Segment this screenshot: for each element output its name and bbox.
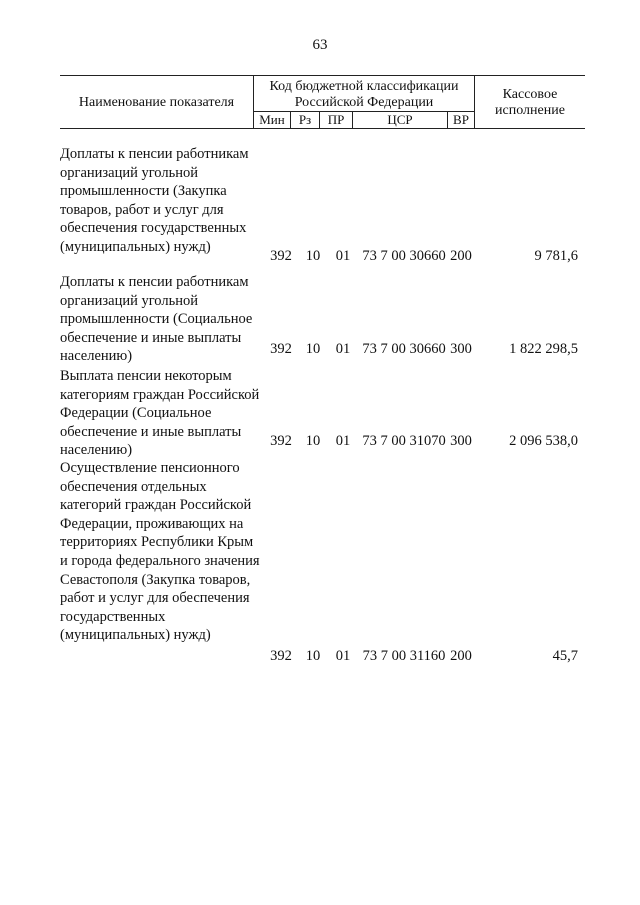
header-code-title-line2: Российской Федерации — [294, 95, 434, 110]
row-vr: 300 — [450, 433, 472, 450]
row-name: Доплаты к пенсии работникам организаций угольной промышленности (Социальное обеспечение и иные выплаты населению) — [60, 274, 253, 365]
header-bottom-border — [60, 128, 585, 129]
subheader-pr: ПР — [327, 112, 345, 127]
row-csr: 73 7 00 31160 — [362, 648, 446, 665]
table-row — [60, 273, 585, 365]
table-row — [60, 367, 585, 459]
subheader-rz: Рз — [298, 112, 312, 127]
header-amount-line2: исполнение — [495, 103, 565, 118]
row-rz: 10 — [305, 248, 321, 265]
subheader-csr: ЦСР — [387, 112, 413, 127]
row-csr: 73 7 00 30660 — [362, 248, 446, 265]
row-amount: 9 781,6 — [534, 248, 578, 265]
row-pr: 01 — [335, 648, 351, 665]
row-pr: 01 — [335, 433, 351, 450]
row-min: 392 — [270, 433, 292, 450]
row-min: 392 — [270, 248, 292, 265]
row-pr: 01 — [335, 248, 351, 265]
row-amount: 45,7 — [552, 648, 578, 665]
subheader-vr: ВР — [453, 112, 469, 127]
subheader-min: Мин — [259, 112, 285, 127]
row-rz: 10 — [305, 341, 321, 358]
header-code-title-line1: Код бюджетной классификации — [269, 79, 459, 94]
row-name: Выплата пенсии некоторым категориям граждан Российской Федерации (Социальное обеспечение и иные выплаты населению) — [60, 368, 260, 459]
header-amount-line1: Кассовое — [502, 87, 558, 102]
row-name: Осуществление пенсионного обеспечения отдельных категорий граждан Российской Федерации, проживающих на территориях Республики Крым и города федерального значения Севастополя (Закупка товаров, работ и услуг для обеспечения государственных (муниципальных) нужд) — [60, 460, 260, 644]
header-top-border — [60, 75, 585, 76]
row-rz: 10 — [305, 433, 321, 450]
header-name-label: Наименование показателя — [78, 95, 235, 110]
row-vr: 200 — [450, 648, 472, 665]
page-number: 63 — [312, 37, 328, 53]
row-min: 392 — [270, 648, 292, 665]
row-pr: 01 — [335, 341, 351, 358]
row-amount: 2 096 538,0 — [509, 433, 578, 450]
row-csr: 73 7 00 31070 — [362, 433, 446, 450]
table-row — [60, 145, 585, 266]
row-csr: 73 7 00 30660 — [362, 341, 446, 358]
row-min: 392 — [270, 341, 292, 358]
row-amount: 1 822 298,5 — [509, 341, 578, 358]
row-vr: 300 — [450, 341, 472, 358]
table-row — [60, 459, 585, 666]
row-vr: 200 — [450, 248, 472, 265]
row-name: Доплаты к пенсии работникам организаций угольной промышленности (Закупка товаров, работ и услуг для обеспечения государственных (муниципальных) нужд) — [60, 146, 249, 255]
row-rz: 10 — [305, 648, 321, 665]
